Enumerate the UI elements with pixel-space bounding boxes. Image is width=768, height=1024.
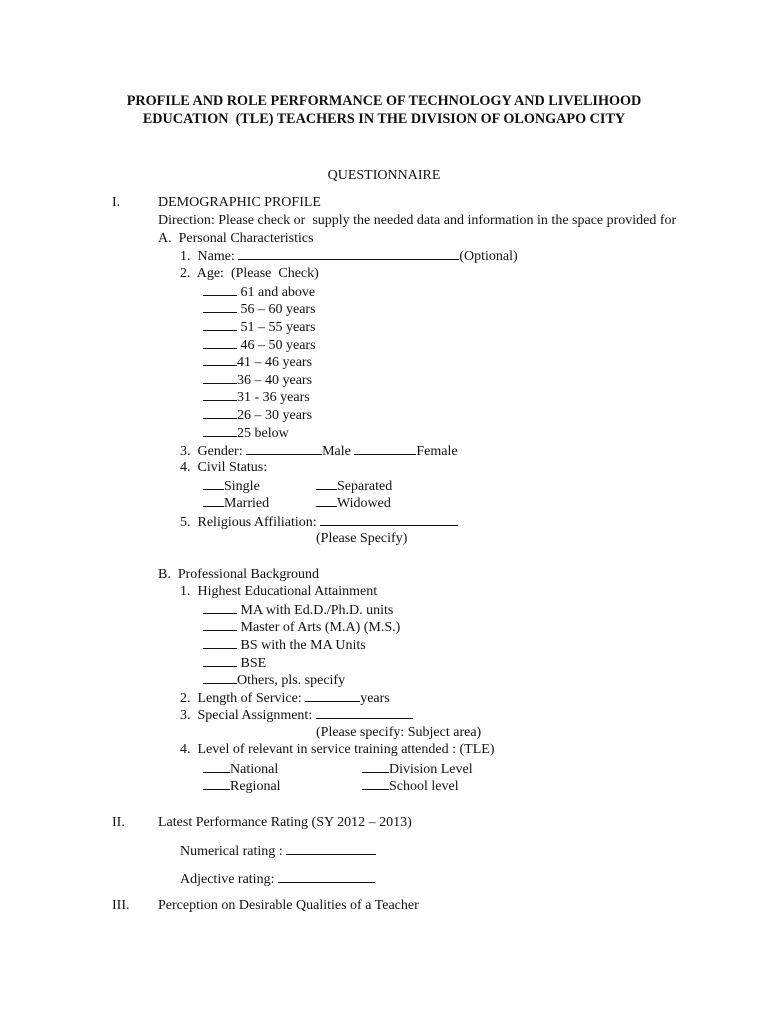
section-1-numeral: I.	[112, 195, 121, 210]
civil-married-label: Married	[224, 496, 270, 511]
education-option[interactable]	[203, 601, 393, 619]
questionnaire-heading: QUESTIONNAIRE	[327, 168, 441, 183]
checkbox-blank[interactable]	[203, 388, 237, 401]
education-option[interactable]	[203, 636, 366, 654]
numerical-rating-label: Numerical rating :	[180, 844, 283, 859]
service-suffix: years	[360, 691, 390, 706]
education-option[interactable]	[203, 671, 345, 689]
education-option-label: Others, pls. specify	[237, 673, 346, 688]
checkbox-blank[interactable]	[203, 760, 230, 773]
section-1-title: DEMOGRAPHIC PROFILE	[158, 195, 321, 210]
part-a-title: A. Personal Characteristics	[158, 231, 314, 246]
part-b-title: B. Professional Background	[158, 567, 319, 582]
civil-single-option[interactable]	[203, 477, 260, 495]
age-option[interactable]	[203, 406, 312, 424]
checkbox-blank[interactable]	[203, 371, 237, 384]
training-question: 4. Level of relevant in service training attended : (TLE)	[180, 742, 495, 757]
education-option[interactable]	[203, 618, 400, 636]
education-option[interactable]	[203, 654, 266, 672]
numerical-rating-blank[interactable]	[286, 842, 376, 855]
training-division-label: Division Level	[389, 762, 473, 777]
age-option-label: 56 – 60 years	[240, 302, 316, 317]
age-option[interactable]	[203, 424, 289, 442]
checkbox-blank[interactable]	[203, 654, 237, 667]
checkbox-blank[interactable]	[203, 477, 224, 490]
age-question: 2. Age: (Please Check)	[180, 266, 319, 281]
civil-widowed-option[interactable]	[316, 494, 391, 512]
service-blank[interactable]	[305, 689, 360, 702]
education-question: 1. Highest Educational Attainment	[180, 584, 378, 599]
checkbox-blank[interactable]	[203, 283, 237, 296]
checkbox-blank[interactable]	[203, 636, 237, 649]
age-option-label: 41 – 46 years	[237, 355, 313, 370]
section-2-numeral: II.	[112, 815, 125, 830]
title-line-1: PROFILE AND ROLE PERFORMANCE OF TECHNOLOGY AND LIVELIHOOD	[126, 93, 642, 109]
training-division-option[interactable]	[362, 760, 473, 778]
checkbox-blank[interactable]	[316, 494, 337, 507]
checkbox-blank[interactable]	[316, 477, 337, 490]
adjective-rating-blank[interactable]	[278, 870, 375, 883]
female-label: Female	[416, 444, 458, 459]
religion-label: 5. Religious Affiliation:	[180, 515, 317, 530]
gender-label: 3. Gender:	[180, 444, 243, 459]
female-blank[interactable]	[354, 442, 416, 455]
checkbox-blank[interactable]	[203, 494, 224, 507]
checkbox-blank[interactable]	[203, 618, 237, 631]
assignment-label: 3. Special Assignment:	[180, 708, 313, 723]
section-3-title: Perception on Desirable Qualities of a Teacher	[158, 898, 419, 913]
assignment-note: (Please specify: Subject area)	[316, 725, 482, 740]
name-label: 1. Name:	[180, 249, 235, 264]
age-option-label: 25 below	[237, 426, 289, 441]
age-option[interactable]	[203, 300, 316, 318]
direction-text: Direction: Please check or supply the needed data and information in the space provided for	[158, 213, 677, 228]
assignment-question	[180, 706, 413, 724]
age-option[interactable]	[203, 353, 312, 371]
assignment-blank[interactable]	[316, 706, 413, 719]
religion-note: (Please Specify)	[316, 531, 408, 546]
checkbox-blank[interactable]	[203, 300, 237, 313]
training-school-label: School level	[389, 779, 459, 794]
age-option-label: 36 – 40 years	[237, 373, 313, 388]
civil-status-question: 4. Civil Status:	[180, 460, 268, 475]
male-blank[interactable]	[246, 442, 322, 455]
checkbox-blank[interactable]	[203, 424, 237, 437]
age-option[interactable]	[203, 388, 310, 406]
civil-separated-label: Separated	[337, 479, 393, 494]
checkbox-blank[interactable]	[203, 353, 237, 366]
service-label: 2. Length of Service:	[180, 691, 302, 706]
education-option-label: Master of Arts (M.A) (M.S.)	[240, 620, 401, 635]
section-3-numeral: III.	[112, 898, 130, 913]
religion-question	[180, 513, 458, 531]
age-option-label: 46 – 50 years	[240, 338, 316, 353]
checkbox-blank[interactable]	[203, 318, 237, 331]
religion-blank[interactable]	[320, 513, 458, 526]
age-option[interactable]	[203, 318, 316, 336]
gender-question	[180, 442, 458, 460]
age-option[interactable]	[203, 371, 312, 389]
name-blank[interactable]	[238, 247, 459, 260]
adjective-rating-label: Adjective rating:	[180, 872, 275, 887]
service-question	[180, 689, 390, 707]
checkbox-blank[interactable]	[203, 601, 237, 614]
training-regional-option[interactable]	[203, 777, 281, 795]
training-school-option[interactable]	[362, 777, 459, 795]
adjective-rating-question	[180, 870, 375, 888]
name-optional: (Optional)	[459, 249, 518, 264]
age-option-label: 31 - 36 years	[237, 390, 310, 405]
section-2-title: Latest Performance Rating (SY 2012 – 2013)	[158, 815, 412, 830]
training-national-option[interactable]	[203, 760, 278, 778]
checkbox-blank[interactable]	[362, 777, 389, 790]
name-question	[180, 247, 518, 265]
education-option-label: BS with the MA Units	[240, 638, 366, 653]
male-label: Male	[322, 444, 351, 459]
training-national-label: National	[230, 762, 279, 777]
numerical-rating-question	[180, 842, 376, 860]
education-option-label: MA with Ed.D./Ph.D. units	[240, 603, 394, 618]
title-line-2: EDUCATION (TLE) TEACHERS IN THE DIVISION OF OLONGAPO CITY	[142, 111, 626, 127]
civil-widowed-label: Widowed	[337, 496, 391, 511]
checkbox-blank[interactable]	[203, 777, 230, 790]
age-option-label: 26 – 30 years	[237, 408, 313, 423]
checkbox-blank[interactable]	[203, 406, 237, 419]
civil-married-option[interactable]	[203, 494, 269, 512]
civil-single-label: Single	[224, 479, 260, 494]
education-option-label: BSE	[240, 656, 267, 671]
checkbox-blank[interactable]	[203, 336, 237, 349]
checkbox-blank[interactable]	[362, 760, 389, 773]
age-option[interactable]	[203, 283, 315, 301]
age-option-label: 61 and above	[240, 285, 316, 300]
training-regional-label: Regional	[230, 779, 281, 794]
age-option-label: 51 – 55 years	[240, 320, 316, 335]
civil-separated-option[interactable]	[316, 477, 392, 495]
age-option[interactable]	[203, 336, 316, 354]
checkbox-blank[interactable]	[203, 671, 237, 684]
